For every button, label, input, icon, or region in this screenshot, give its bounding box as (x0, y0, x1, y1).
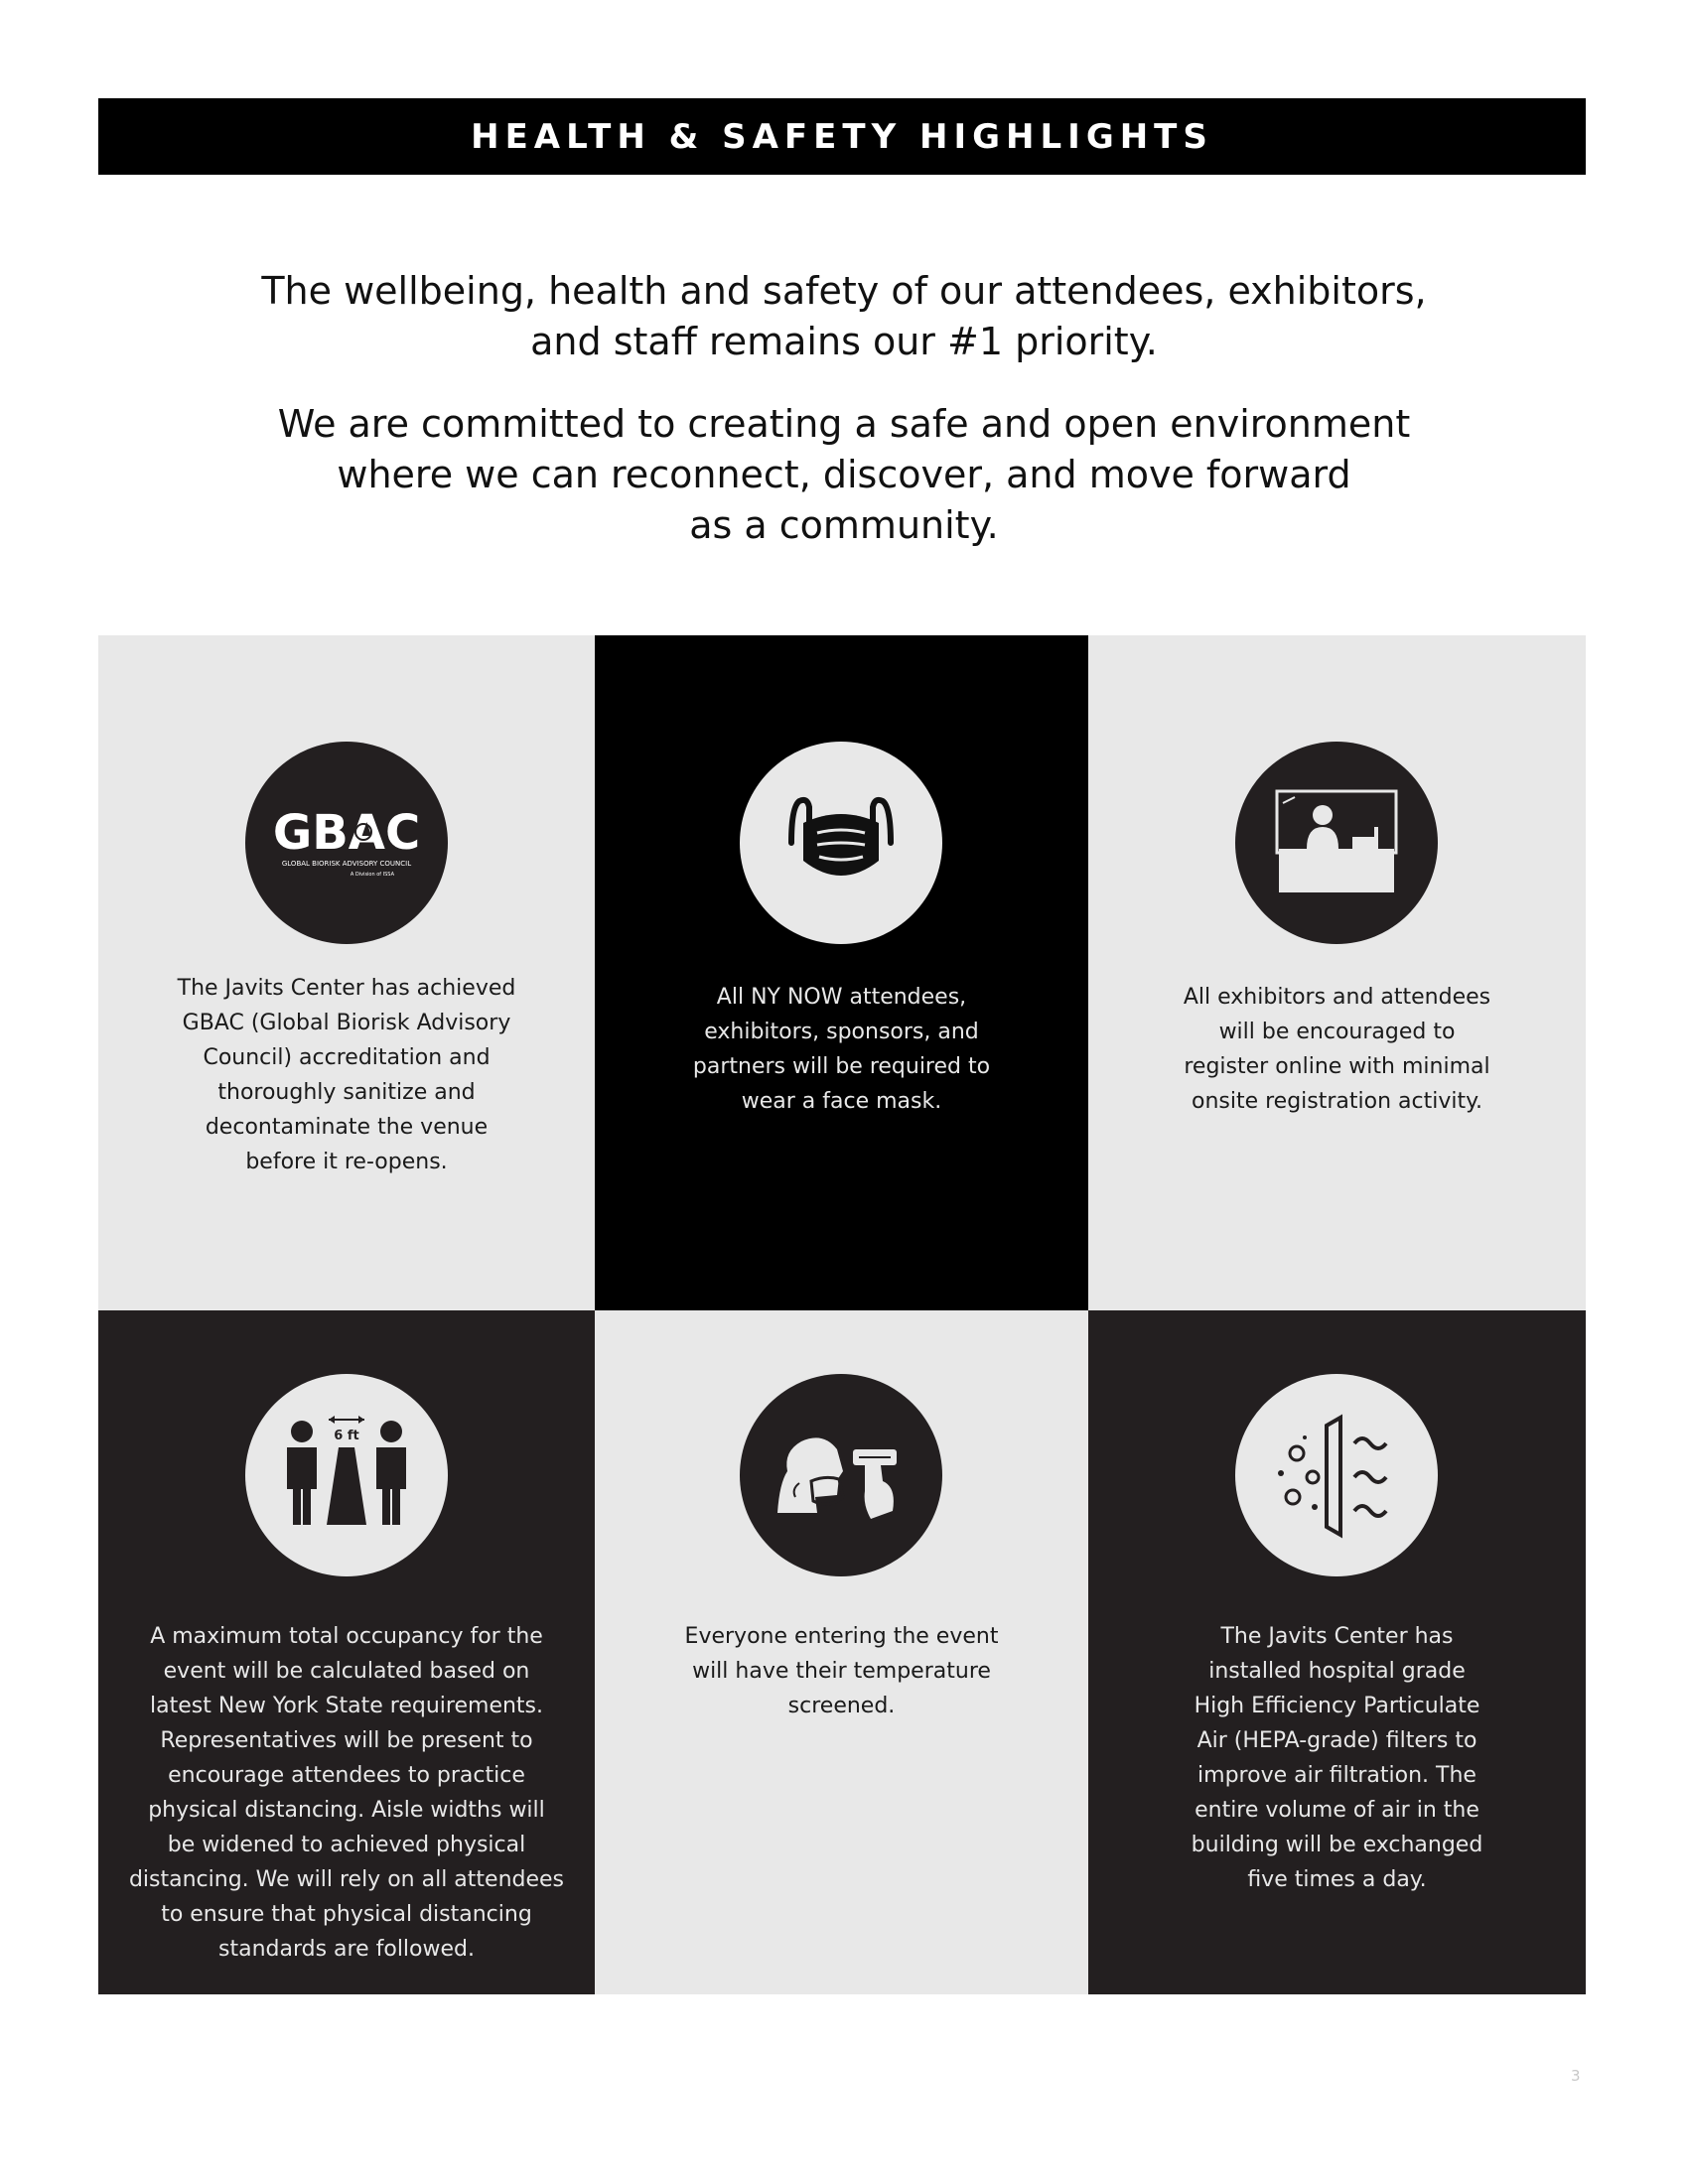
registration-desk-circle (1235, 742, 1438, 944)
face-mask-circle (740, 742, 942, 944)
page-title: HEALTH & SAFETY HIGHLIGHTS (471, 116, 1213, 157)
highlights-grid (98, 635, 1586, 1994)
intro-line: and staff remains our #1 priority. (530, 320, 1158, 363)
intro-statement-1 (149, 266, 1539, 367)
header-bar (98, 98, 1586, 175)
air-filter-circle (1235, 1374, 1438, 1576)
physical-distancing-icon (245, 1374, 448, 1576)
svg-text:A Division of ISSA: A Division of ISSA (350, 872, 394, 878)
intro-line: as a community. (689, 503, 999, 547)
registration-desk-icon (1235, 742, 1438, 944)
highlight-description: A maximum total occupancy for the event will be calculated based on latest New York State requirements. Representatives will be present to encourage attendees to practice physical distancing. Aisle widths will be widened to achieved physical distancing. We will rely on all attendees to ensure that physical distancing standards are followed. (128, 1624, 565, 1962)
highlight-temperature (595, 1310, 1088, 1994)
highlight-registration (1088, 635, 1586, 1310)
highlight-physical-distancing (98, 1310, 595, 1994)
highlight-description: All NY NOW attendees, exhibitors, sponsors, and partners will be required to wear a face mask. (692, 985, 991, 1114)
highlight-description: All exhibitors and attendees will be encouraged to register online with minimal onsite registration activity. (1183, 985, 1491, 1114)
temperature-screening-circle (740, 1374, 942, 1576)
highlight-description: The Javits Center has installed hospital grade High Efficiency Particulate Air (HEPA-grade) filters to improve air filtration. The entire volume of air in the building will be exchanged five times a day. (1191, 1624, 1483, 1892)
intro-line: We are committed to creating a safe and open environment (277, 402, 1411, 446)
highlight-air-filtration (1088, 1310, 1586, 1994)
temperature-screening-icon (740, 1374, 942, 1576)
page-number: 3 (1571, 2067, 1581, 2085)
highlight-face-mask (595, 635, 1088, 1310)
air-filter-icon (1235, 1374, 1438, 1576)
svg-text:6 ft: 6 ft (334, 1429, 359, 1443)
gbac-logo-icon (245, 742, 448, 944)
svg-text:GLOBAL BIORISK ADVISORY COUNCI: GLOBAL BIORISK ADVISORY COUNCIL (281, 860, 412, 868)
gbac-logo-circle (245, 742, 448, 944)
intro-line: where we can reconnect, discover, and move forward (337, 453, 1351, 496)
face-mask-icon (740, 742, 942, 944)
highlight-description: Everyone entering the event will have their temperature screened. (684, 1624, 999, 1718)
physical-distancing-circle (245, 1374, 448, 1576)
highlight-description: The Javits Center has achieved GBAC (Global Biorisk Advisory Council) accreditation and thoroughly sanitize and decontaminate the venue before it re-opens. (177, 976, 516, 1174)
svg-text:GBAC: GBAC (272, 805, 421, 861)
intro-line: The wellbeing, health and safety of our attendees, exhibitors, (261, 269, 1427, 313)
intro-statement-2 (149, 399, 1539, 551)
highlight-gbac (98, 635, 595, 1310)
